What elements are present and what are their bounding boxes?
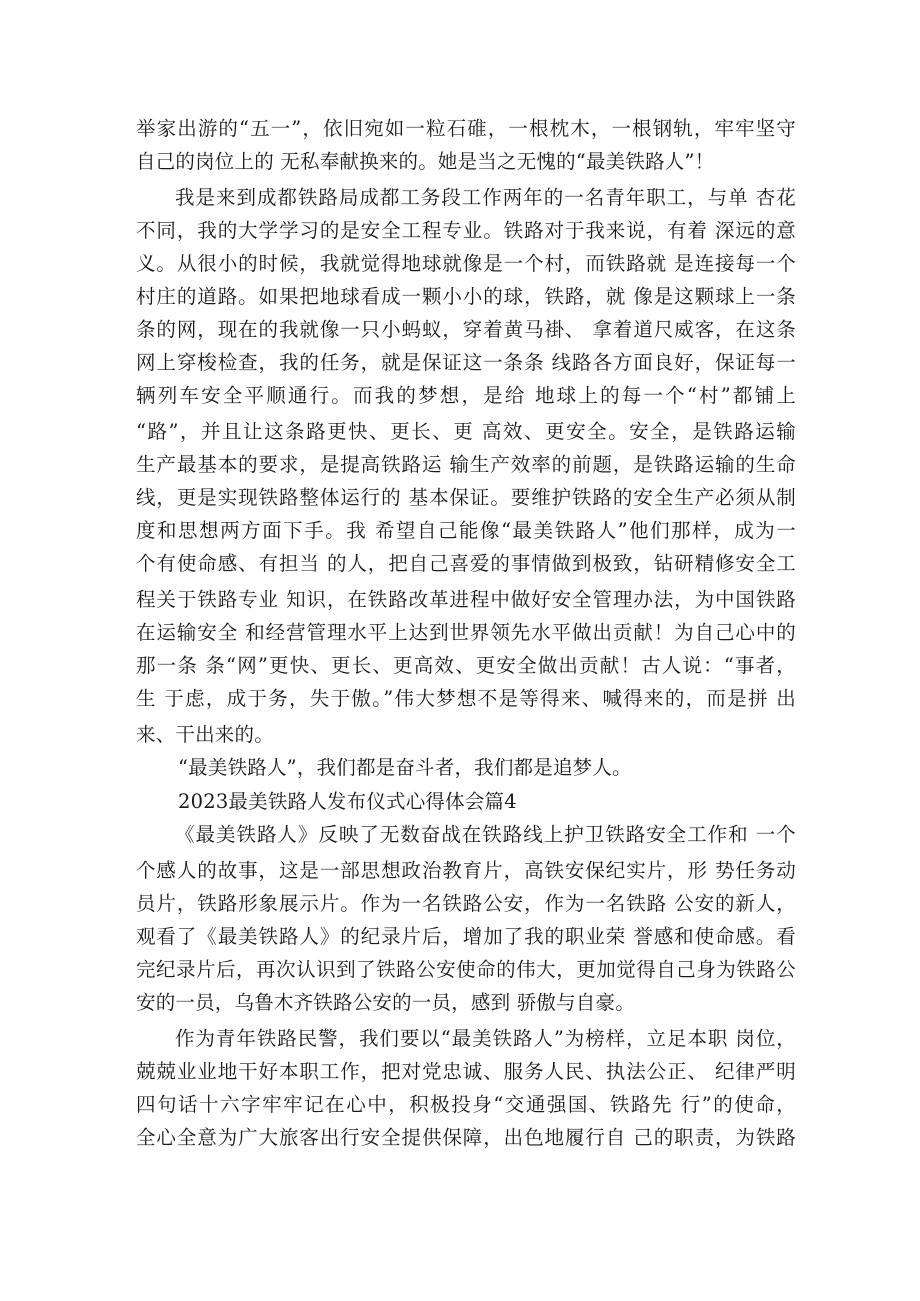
text-line: 员片，铁路形象展示片。作为一名铁路公安，作为一名铁路 公安的新人， (136, 892, 796, 915)
text-line: 义。从很小的时候，我就觉得地球就像是一个村，而铁路就 是连接每一个 (136, 252, 796, 275)
text-line: 全心全意为广大旅客出行安全提供保障，出色地履行自 己的职责，为铁路 (136, 1126, 796, 1149)
text-line: “路”，并且让这条路更快、更长、更 高效、更安全。安全，是铁路运输 (136, 420, 796, 443)
text-line: 不同，我的大学学习的是安全工程专业。铁路对于我来说，有着 深远的意 (136, 219, 796, 242)
text-line: 兢兢业业地干好本职工作，把对党忠诚、服务人民、执法公正、 纪律严明 (136, 1060, 796, 1083)
paragraph-first-line: 《最美铁路人》反映了无数奋战在铁路线上护卫铁路安全工作和 一个 (175, 823, 796, 846)
text-line: 生产最基本的要求，是提高铁路运 输生产效率的前题，是铁路运输的生命 (136, 453, 796, 476)
text-line: 程关于铁路专业 知识，在铁路改革进程中做好安全管理办法，为中国铁路 (136, 588, 796, 611)
text-line: 在运输安全 和经营管理水平上达到世界领先水平做出贡献！为自己心中的 (136, 621, 796, 644)
text-line: 条的网，现在的我就像一只小蚂蚁，穿着黄马褂、 拿着道尺威客，在这条 (136, 318, 796, 341)
text-line: 来、干出来的。 (136, 723, 274, 746)
text-line: 辆列车安全平顺通行。而我的梦想，是给 地球上的每一个“村”都铺上 (136, 384, 796, 407)
text-line: 网上穿梭检查，我的任务，就是保证这一条条 线路各方面良好，保证每一 (136, 351, 796, 374)
text-line: 完纪录片后，再次认识到了铁路公安使命的伟大，更加觉得自己身为铁路公 (136, 958, 796, 981)
text-line: 线，更是实现铁路整体运行的 基本保证。要维护铁路的安全生产必须从制 (136, 486, 796, 509)
text-line: 安的一员，乌鲁木齐铁路公安的一员，感到 骄傲与自豪。 (136, 991, 635, 1014)
text-line: “最美铁路人”，我们都是奋斗者，我们都是追梦人。 (178, 756, 632, 779)
text-line: 举家出游的“五一”，依旧宛如一粒石碓，一根枕木，一根钢轨，牢牢坚守 (136, 117, 796, 140)
text-line: 那一条 条“网”更快、更长、更高效、更安全做出贡献！古人说：“事者， (136, 654, 796, 677)
text-line: 个有使命感、有担当 的人，把自己喜爱的事情做到极致，钻研精修安全工 (136, 552, 796, 575)
section-heading: 2023最美铁路人发布仪式心得体会篇4 (178, 790, 517, 813)
text-line: 度和思想两方面下手。我 希望自己能像“最美铁路人”他们那样，成为一 (136, 519, 796, 542)
text-line: 自己的岗位上的 无私奉献换来的。她是当之无愧的“最美铁路人”！ (136, 150, 715, 173)
text-line: 生 于虑，成于务，失于傲。”伟大梦想不是等得来、喊得来的，而是拼 出 (136, 687, 796, 710)
paragraph-first-line: 作为青年铁路民警，我们要以“最美铁路人”为榜样，立足本职 岗位， (175, 1027, 796, 1050)
text-line: 观看了《最美铁路人》的纪录片后，增加了我的职业荣 誉感和使命感。看 (136, 925, 796, 948)
text-line: 四句话十六字牢牢记在心中，积极投身“交通强国、铁路先 行”的使命， (136, 1093, 796, 1116)
paragraph-first-line: 我是来到成都铁路局成都工务段工作两年的一名青年职工，与单 杏花 (175, 186, 796, 209)
text-line: 个感人的故事，这是一部思想政治教育片，高铁安保纪实片，形 势任务动 (136, 859, 796, 882)
text-line: 村庄的道路。如果把地球看成一颗小小的球，铁路，就 像是这颗球上一条 (136, 285, 796, 308)
